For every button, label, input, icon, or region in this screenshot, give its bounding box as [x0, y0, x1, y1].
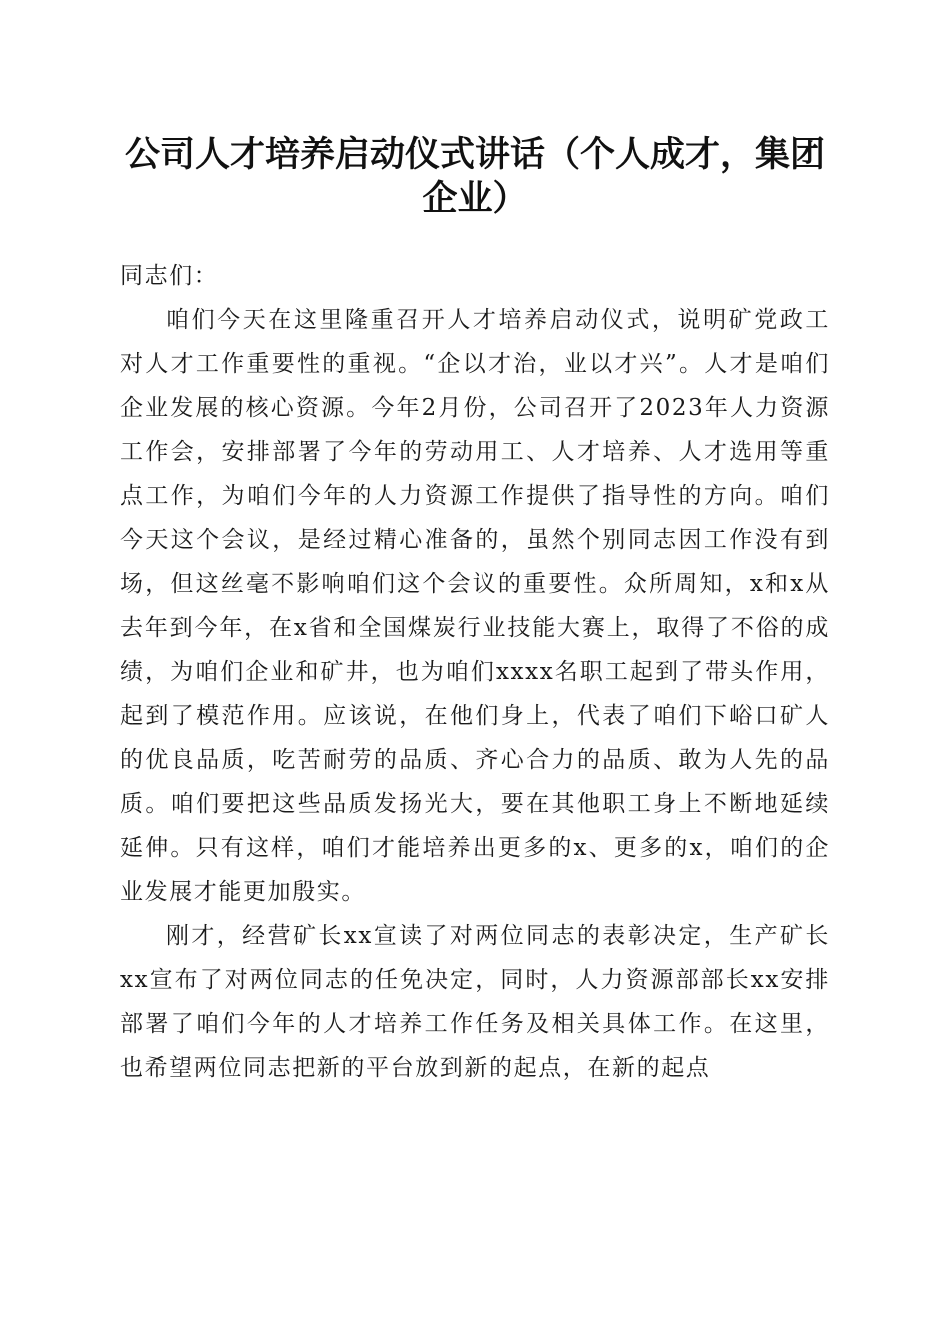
document-body	[120, 254, 830, 1090]
document-title: 公司人才培养启动仪式讲话（个人成才，集团企业）	[124, 134, 825, 219]
salutation: 同志们：	[120, 263, 219, 289]
paragraph-2: 刚才，经营矿长xx宣读了对两位同志的表彰决定，生产矿长xx宣布了对两位同志的任免决定，同时，人力资源部部长xx安排部署了咱们今年的人才培养工作任务及相关具体工作。在这里，也希望两位同志把新的平台放到新的起点，在新的起点	[120, 923, 830, 1081]
paragraph-1: 咱们今天在这里隆重召开人才培养启动仪式，说明矿党政工对人才工作重要性的重视。“企以才治，业以才兴”。人才是咱们企业发展的核心资源。今年2月份，公司召开了2023年人力资源工作会，安排部署了今年的劳动用工、人才培养、人才选用等重点工作，为咱们今年的人力资源工作提供了指导性的方向。咱们今天这个会议，是经过精心准备的，虽然个别同志因工作没有到场，但这丝毫不影响咱们这个会议的重要性。众所周知，x和x从去年到今年，在x省和全国煤炭行业技能大赛上，取得了不俗的成绩，为咱们企业和矿井，也为咱们xxxx名职工起到了带头作用，起到了模范作用。应该说，在他们身上，代表了咱们下峪口矿人的优良品质，吃苦耐劳的品质、齐心合力的品质、敢为人先的品质。咱们要把这些品质发扬光大，要在其他职工身上不断地延续延伸。只有这样，咱们才能培养出更多的x、更多的x，咱们的企业发展才能更加殷实。	[120, 307, 830, 905]
